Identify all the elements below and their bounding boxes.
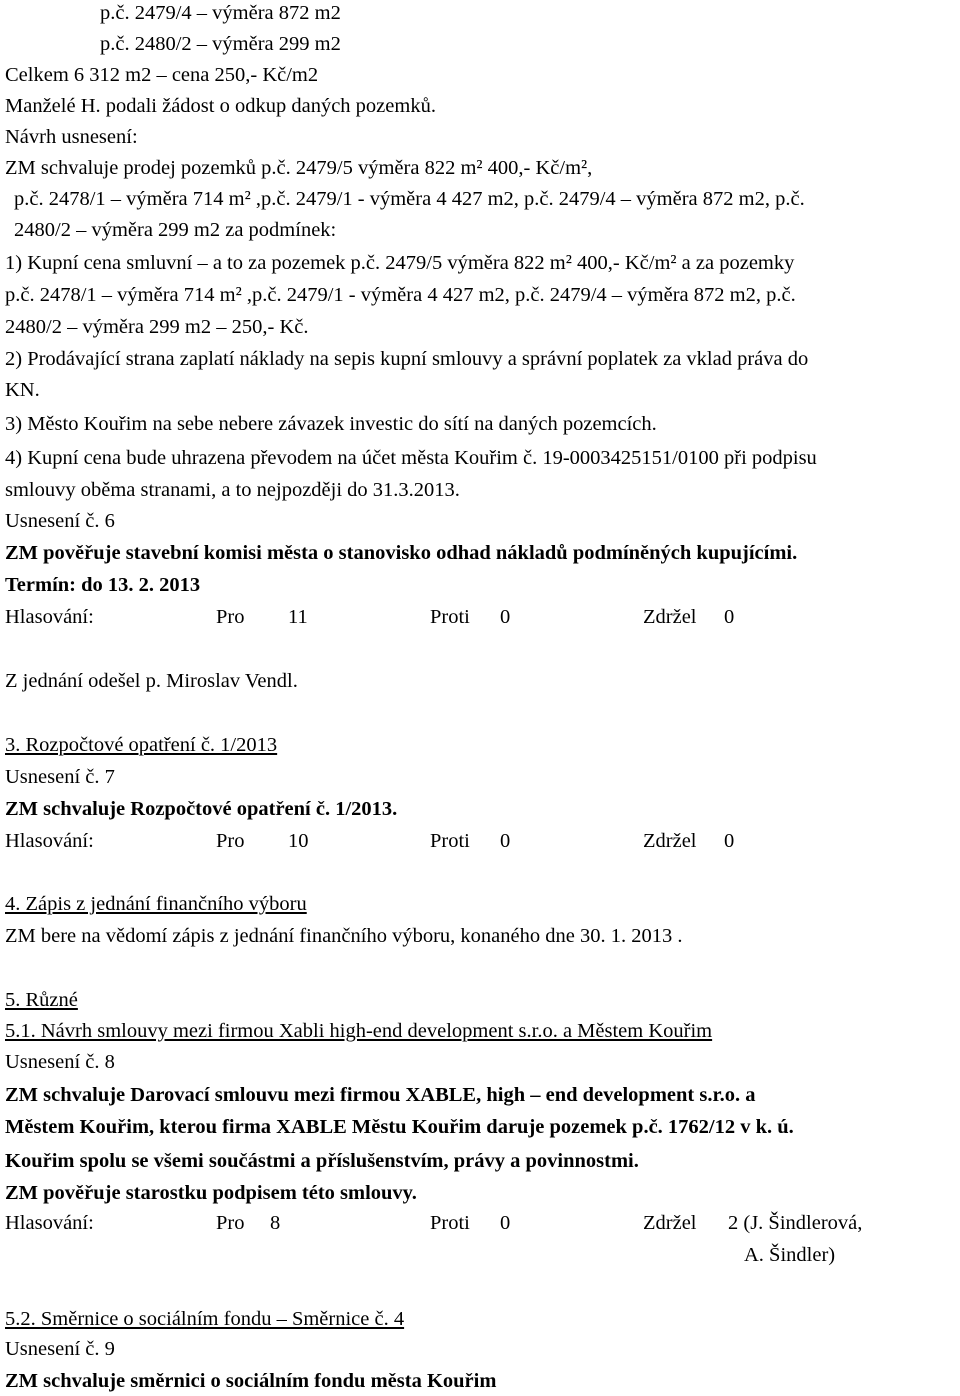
resolution-statement: ZM pověřuje starostku podpisem této smlouvy. bbox=[5, 1182, 417, 1204]
vote-pro-label: Pro bbox=[216, 606, 245, 628]
vote-zdrzel-label: Zdržel bbox=[643, 830, 697, 852]
resolution-statement: ZM pověřuje stavební komisi města o stanovisko odhad nákladů podmíněných kupujícími. bbox=[5, 542, 798, 564]
resolution-number: Usnesení č. 8 bbox=[5, 1051, 115, 1073]
section-heading: 3. Rozpočtové opatření č. 1/2013 bbox=[5, 734, 278, 756]
vote-label: Hlasování: bbox=[5, 830, 94, 852]
resolution-text-line: 2480/2 – výměra 299 m2 za podmínek: bbox=[14, 219, 337, 241]
resolution-statement: ZM schvaluje Darovací smlouvu mezi firmou XABLE, high – end development s.r.o. a bbox=[5, 1084, 756, 1106]
resolution-statement: Kouřim spolu se všemi součástmi a příslušenstvím, právy a povinnostmi. bbox=[5, 1150, 639, 1172]
resolution-text-line: p.č. 2478/1 – výměra 714 m² ,p.č. 2479/1 - výměra 4 427 m2, p.č. 2479/4 – výměra 872 m2, p.č. bbox=[14, 188, 805, 210]
subsection-heading: 5.1. Návrh smlouvy mezi firmou Xabli high-end development s.r.o. a Městem Kouřim bbox=[5, 1020, 713, 1042]
vote-zdrzel-label: Zdržel bbox=[643, 606, 697, 628]
request-line: Manželé H. podali žádost o odkup daných pozemků. bbox=[5, 95, 436, 117]
vote-proti-label: Proti bbox=[430, 830, 470, 852]
vote-proti-label: Proti bbox=[430, 1212, 470, 1234]
vote-label: Hlasování: bbox=[5, 606, 94, 628]
vote-proti-label: Proti bbox=[430, 606, 470, 628]
resolution-statement: ZM schvaluje Rozpočtové opatření č. 1/2013. bbox=[5, 798, 398, 820]
resolution-statement: ZM schvaluje směrnici o sociálním fondu města Kouřim bbox=[5, 1370, 497, 1392]
section-heading: 5. Různé bbox=[5, 989, 78, 1011]
minutes-note: ZM bere na vědomí zápis z jednání finančního výboru, konaného dne 30. 1. 2013 . bbox=[5, 925, 683, 947]
parcel-line: p.č. 2480/2 – výměra 299 m2 bbox=[100, 33, 341, 55]
vote-zdrzel-count: 0 bbox=[724, 830, 735, 852]
condition-line: p.č. 2478/1 – výměra 714 m² ,p.č. 2479/1 - výměra 4 427 m2, p.č. 2479/4 – výměra 872 m2, p.č. bbox=[5, 284, 796, 306]
resolution-number: Usnesení č. 9 bbox=[5, 1338, 115, 1360]
vote-pro-label: Pro bbox=[216, 1212, 245, 1234]
vote-proti-count: 0 bbox=[500, 830, 511, 852]
departure-note: Z jednání odešel p. Miroslav Vendl. bbox=[5, 670, 298, 692]
vote-zdrzel-label: Zdržel bbox=[643, 1212, 697, 1234]
condition-line: 2480/2 – výměra 299 m2 – 250,- Kč. bbox=[5, 316, 309, 338]
section-heading: 4. Zápis z jednání finančního výboru bbox=[5, 893, 307, 915]
vote-zdrzel-count: 0 bbox=[724, 606, 735, 628]
vote-proti-count: 0 bbox=[500, 606, 511, 628]
vote-pro-count: 10 bbox=[288, 830, 309, 852]
condition-line: 1) Kupní cena smluvní – a to za pozemek p.č. 2479/5 výměra 822 m² 400,- Kč/m² a za pozemky bbox=[5, 252, 795, 274]
vote-abstainers-continuation: A. Šindler) bbox=[744, 1244, 836, 1266]
vote-pro-count: 8 bbox=[270, 1212, 281, 1234]
vote-pro-label: Pro bbox=[216, 830, 245, 852]
resolution-text-line: ZM schvaluje prodej pozemků p.č. 2479/5 výměra 822 m² 400,- Kč/m², bbox=[5, 157, 593, 179]
proposal-heading: Návrh usnesení: bbox=[5, 126, 138, 148]
condition-line: 3) Město Kouřim na sebe nebere závazek investic do sítí na daných pozemcích. bbox=[5, 413, 657, 435]
parcel-line: p.č. 2479/4 – výměra 872 m2 bbox=[100, 2, 341, 24]
condition-line: KN. bbox=[5, 379, 40, 401]
vote-label: Hlasování: bbox=[5, 1212, 94, 1234]
condition-line: 2) Prodávající strana zaplatí náklady na sepis kupní smlouvy a správní poplatek za vklad práva do bbox=[5, 348, 809, 370]
resolution-number: Usnesení č. 7 bbox=[5, 766, 115, 788]
subsection-heading: 5.2. Směrnice o sociálním fondu – Směrnice č. 4 bbox=[5, 1308, 405, 1330]
resolution-number: Usnesení č. 6 bbox=[5, 510, 115, 532]
condition-line: smlouvy oběma stranami, a to nejpozději do 31.3.2013. bbox=[5, 479, 460, 501]
deadline-line: Termín: do 13. 2. 2013 bbox=[5, 574, 201, 596]
total-area-line: Celkem 6 312 m2 – cena 250,- Kč/m2 bbox=[5, 64, 319, 86]
resolution-statement: Městem Kouřim, kterou firma XABLE Městu Kouřim daruje pozemek p.č. 1762/12 v k. ú. bbox=[5, 1116, 794, 1138]
condition-line: 4) Kupní cena bude uhrazena převodem na účet města Kouřim č. 19-0003425151/0100 při podpisu bbox=[5, 447, 817, 469]
vote-zdrzel-count: 2 (J. Šindlerová, bbox=[728, 1212, 863, 1234]
vote-proti-count: 0 bbox=[500, 1212, 511, 1234]
vote-pro-count: 11 bbox=[288, 606, 308, 628]
